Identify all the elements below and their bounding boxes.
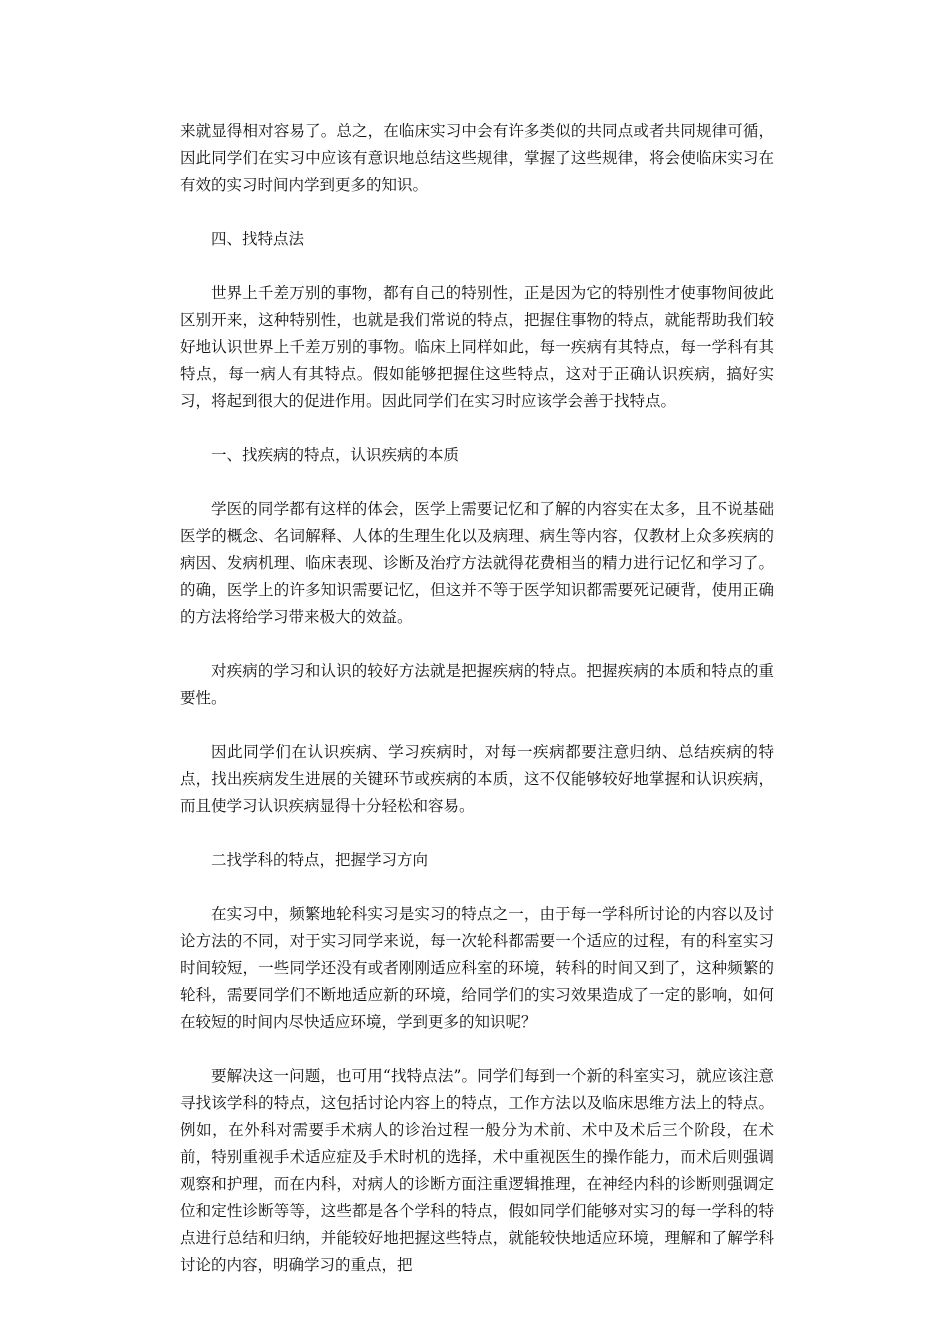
paragraph: 世界上千差万别的事物，都有自己的特别性，正是因为它的特别性才使事物间彼此区别开来，这种特别性，也就是我们常说的特点，把握住事物的特点，就能帮助我们较好地认识世界上千差万别的事物。临床上同样如此，每一疾病有其特点，每一学科有其特点，每一病人有其特点。假如能够把握住这些特点，这对于正确认识疾病，搞好实习，将起到很大的促进作用。因此同学们在实习时应该学会善于找特点。 (180, 284, 774, 410)
paragraph: 在实习中，频繁地轮科实习是实习的特点之一，由于每一学科所讨论的内容以及讨论方法的不同，对于实习同学来说，每一次轮科都需要一个适应的过程，有的科室实习时间较短，一些同学还没有或者刚刚适应科室的环境，转科的时间又到了，这种频繁的轮科，需要同学们不断地适应新的环境，给同学们的实习效果造成了一定的影响，如何在较短的时间内尽快适应环境，学到更多的知识呢？ (180, 905, 774, 1031)
subheading-disease-features: 一、找疾病的特点，认识疾病的本质 (211, 446, 460, 464)
paragraph: 要解决这一问题，也可用“找特点法”。同学们每到一个新的科室实习，就应该注意寻找该学科的特点，这包括讨论内容上的特点，工作方法以及临床思维方法上的特点。例如，在外科对需要手术病人的诊治过程一般分为术前、术中及术后三个阶段，在术前，特别重视手术适应症及手术时机的选择，术中重视医生的操作能力，而术后则强调观察和护理，而在内科，对病人的诊断方面注重逻辑推理，在神经内科的诊断则强调定位和定性诊断等等，这些都是各个学科的特点，假如同学们能够对实习的每一学科的特点进行总结和归纳，并能较好地把握这些特点，就能较快地适应环境，理解和了解学科讨论的内容，明确学习的重点，把 (180, 1067, 774, 1274)
section-heading-find-features: 四、找特点法 (211, 230, 305, 248)
paragraph: 学医的同学都有这样的体会，医学上需要记忆和了解的内容实在太多，且不说基础医学的概念、名词解释、人体的生理生化以及病理、病生等内容，仅教材上众多疾病的病因、发病机理、临床表现、诊断及治疗方法就得花费相当的精力进行记忆和学习了。的确，医学上的许多知识需要记忆，但这并不等于医学知识都需要死记硬背，使用正确的方法将给学习带来极大的效益。 (180, 500, 774, 626)
paragraph: 因此同学们在认识疾病、学习疾病时，对每一疾病都要注意归纳、总结疾病的特点，找出疾病发生进展的关键环节或疾病的本质，这不仅能够较好地掌握和认识疾病，而且使学习认识疾病显得十分轻松和容易。 (180, 743, 774, 815)
paragraph: 对疾病的学习和认识的较好方法就是把握疾病的特点。把握疾病的本质和特点的重要性。 (180, 662, 774, 707)
paragraph-continuation: 来就显得相对容易了。总之，在临床实习中会有许多类似的共同点或者共同规律可循，因此同学们在实习中应该有意识地总结这些规律，掌握了这些规律，将会使临床实习在有效的实习时间内学到更多的知识。 (180, 122, 774, 194)
subheading-subject-features: 二找学科的特点，把握学习方向 (211, 851, 429, 869)
document-page (180, 118, 774, 1306)
